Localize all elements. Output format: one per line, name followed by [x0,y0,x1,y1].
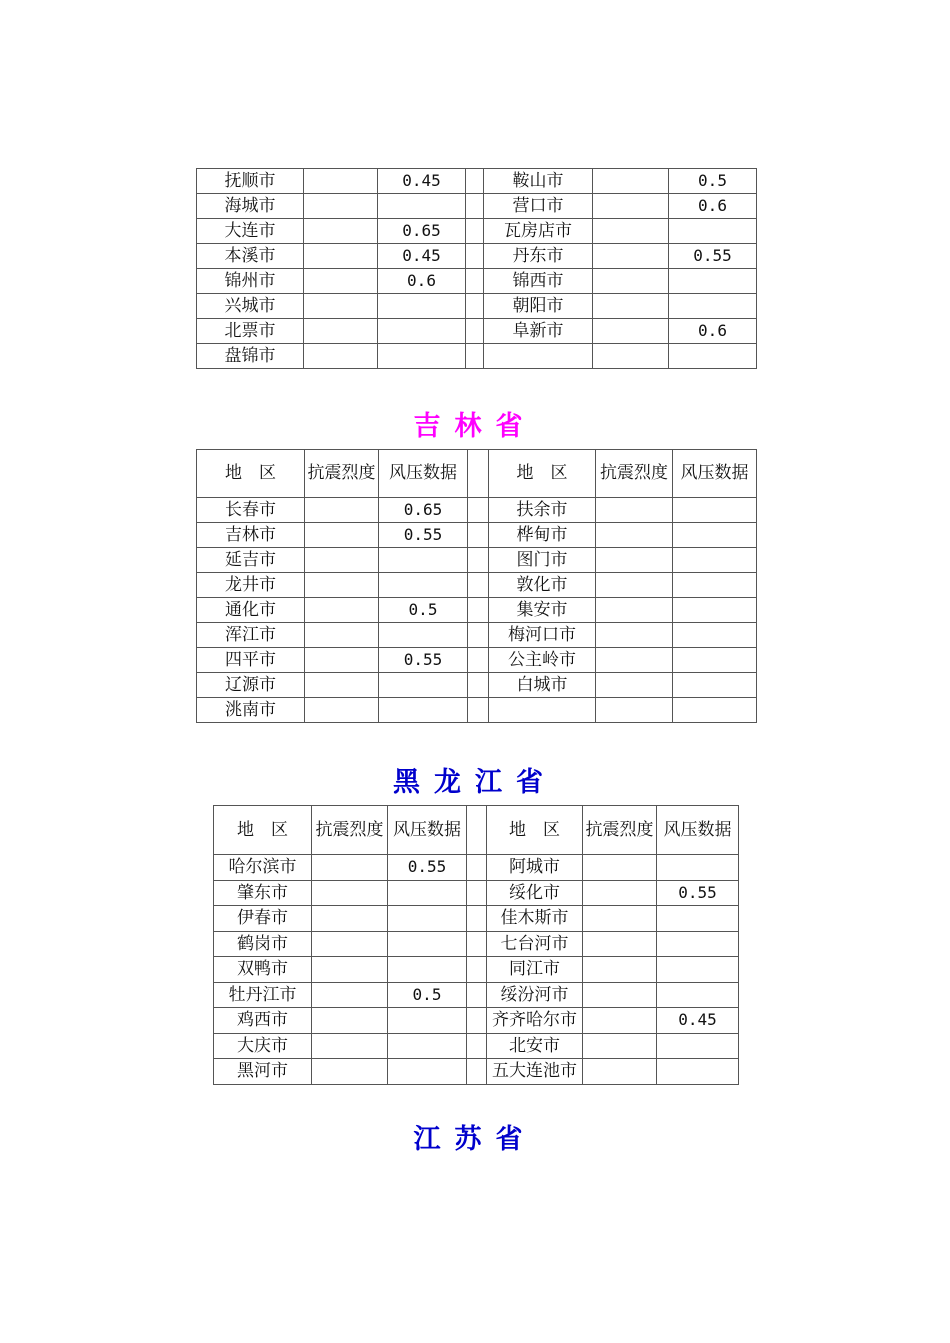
seismic-cell [596,598,673,623]
seismic-cell [593,219,669,244]
jilin-header-seismic2: 抗震烈度 [596,450,673,498]
wind-pressure-cell [378,294,466,319]
gap-cell [468,623,489,648]
wind-pressure-cell [379,698,468,723]
city-cell: 梅河口市 [489,623,596,648]
city-cell: 四平市 [197,648,305,673]
city-cell: 鸡西市 [214,1008,312,1034]
jilin-header-wind: 风压数据 [379,450,468,498]
gap-cell [466,344,484,369]
hlj-header-region: 地 区 [214,806,312,855]
city-cell: 黑河市 [214,1059,312,1085]
city-cell: 辽源市 [197,673,305,698]
hlj-header-wind2: 风压数据 [657,806,739,855]
seismic-cell [312,982,388,1008]
table-row [214,957,739,983]
wind-pressure-cell [673,673,757,698]
wind-pressure-cell [379,673,468,698]
wind-pressure-cell [388,880,467,906]
city-cell: 大庆市 [214,1033,312,1059]
gap-cell [467,1008,487,1034]
city-cell: 公主岭市 [489,648,596,673]
city-cell: 北票市 [197,319,304,344]
city-cell: 敦化市 [489,573,596,598]
hlj-header-seismic2: 抗震烈度 [583,806,657,855]
wind-pressure-cell [379,573,468,598]
wind-pressure-cell [673,598,757,623]
city-cell: 白城市 [489,673,596,698]
wind-pressure-cell: 0.55 [379,648,468,673]
city-cell: 阿城市 [487,855,583,881]
jiangsu-title: 江苏省 [413,1124,537,1155]
wind-pressure-cell [388,1008,467,1034]
wind-pressure-cell [388,906,467,932]
city-cell: 长春市 [197,498,305,523]
seismic-cell [583,1033,657,1059]
city-cell: 瓦房店市 [484,219,593,244]
gap-cell [468,598,489,623]
wind-pressure-cell [379,623,468,648]
gap-cell [468,523,489,548]
gap-cell [468,548,489,573]
wind-pressure-cell [388,931,467,957]
table-row [197,523,757,548]
city-cell: 通化市 [197,598,305,623]
wind-pressure-cell [657,982,739,1008]
seismic-cell [583,931,657,957]
gap-cell [468,673,489,698]
seismic-cell [312,880,388,906]
table-row [214,982,739,1008]
seismic-cell [312,906,388,932]
wind-pressure-cell: 0.5 [669,169,757,194]
wind-pressure-cell [673,523,757,548]
city-cell: 延吉市 [197,548,305,573]
wind-pressure-cell [388,1033,467,1059]
table-row [197,194,757,219]
seismic-cell [593,169,669,194]
city-cell: 绥化市 [487,880,583,906]
city-cell: 齐齐哈尔市 [487,1008,583,1034]
city-cell: 五大连池市 [487,1059,583,1085]
city-cell: 兴城市 [197,294,304,319]
table-row [197,648,757,673]
gap-cell [468,698,489,723]
table-row [197,269,757,294]
table-row [214,931,739,957]
table-row [197,573,757,598]
gap-cell [468,648,489,673]
seismic-cell [593,194,669,219]
seismic-cell [305,648,379,673]
table-row [197,698,757,723]
seismic-cell [596,648,673,673]
gap-cell [468,498,489,523]
seismic-cell [304,319,378,344]
wind-pressure-cell: 0.55 [657,880,739,906]
seismic-cell [305,673,379,698]
liaoning-body [197,169,757,369]
wind-pressure-cell [657,957,739,983]
city-cell: 伊春市 [214,906,312,932]
table-row [197,548,757,573]
seismic-cell [305,623,379,648]
gap-cell [467,880,487,906]
seismic-cell [593,319,669,344]
seismic-cell [312,957,388,983]
seismic-cell [312,855,388,881]
wind-pressure-cell [657,1033,739,1059]
jilin-header-seismic: 抗震烈度 [305,450,379,498]
hlj-header-region2: 地 区 [487,806,583,855]
hlj-header-seismic: 抗震烈度 [312,806,388,855]
wind-pressure-cell [673,573,757,598]
wind-pressure-cell [673,698,757,723]
table-row [214,1059,739,1085]
wind-pressure-cell [379,548,468,573]
seismic-cell [596,548,673,573]
jilin-title: 吉林省 [413,411,537,442]
city-cell: 绥汾河市 [487,982,583,1008]
wind-pressure-cell [673,623,757,648]
wind-pressure-cell: 0.45 [378,169,466,194]
wind-pressure-cell: 0.65 [378,219,466,244]
gap-cell [466,294,484,319]
seismic-cell [583,1059,657,1085]
seismic-cell [305,698,379,723]
wind-pressure-cell: 0.5 [388,982,467,1008]
table-row [197,319,757,344]
seismic-cell [593,269,669,294]
wind-pressure-cell [657,906,739,932]
jilin-header-region: 地 区 [197,450,305,498]
wind-pressure-cell [669,219,757,244]
seismic-cell [312,1033,388,1059]
city-cell: 哈尔滨市 [214,855,312,881]
seismic-cell [305,573,379,598]
wind-pressure-cell [388,957,467,983]
seismic-cell [583,982,657,1008]
city-cell [489,698,596,723]
wind-pressure-cell: 0.45 [657,1008,739,1034]
city-cell: 牡丹江市 [214,982,312,1008]
table-row [197,498,757,523]
seismic-cell [304,169,378,194]
wind-pressure-cell [388,1059,467,1085]
wind-pressure-cell: 0.6 [378,269,466,294]
seismic-cell [312,1059,388,1085]
seismic-cell [304,194,378,219]
seismic-cell [305,523,379,548]
wind-pressure-cell: 0.55 [669,244,757,269]
wind-pressure-cell [673,548,757,573]
wind-pressure-cell [669,294,757,319]
seismic-cell [593,244,669,269]
gap-cell [468,573,489,598]
seismic-cell [304,269,378,294]
seismic-cell [583,957,657,983]
gap-cell [466,269,484,294]
city-cell: 肇东市 [214,880,312,906]
jilin-body [197,498,757,723]
city-cell: 盘锦市 [197,344,304,369]
jilin-table [196,449,757,723]
seismic-cell [583,880,657,906]
seismic-cell [596,498,673,523]
gap-cell [467,1033,487,1059]
table-row [197,169,757,194]
heilongjiang-body [214,855,739,1085]
heilongjiang-title: 黑龙江省 [393,767,557,798]
gap-cell [467,906,487,932]
seismic-cell [596,573,673,598]
gap-cell [466,219,484,244]
gap-cell [467,855,487,881]
wind-pressure-cell [657,931,739,957]
seismic-cell [583,906,657,932]
wind-pressure-cell: 0.55 [379,523,468,548]
seismic-cell [304,244,378,269]
gap-cell [466,319,484,344]
wind-pressure-cell [378,194,466,219]
table-row [214,1033,739,1059]
city-cell: 图门市 [489,548,596,573]
wind-pressure-cell [669,344,757,369]
seismic-cell [312,1008,388,1034]
seismic-cell [304,219,378,244]
wind-pressure-cell: 0.55 [388,855,467,881]
seismic-cell [312,931,388,957]
table-row [197,598,757,623]
hlj-header-gap [467,806,487,855]
city-cell: 阜新市 [484,319,593,344]
wind-pressure-cell [673,498,757,523]
city-cell: 集安市 [489,598,596,623]
city-cell: 浑江市 [197,623,305,648]
table-row [197,623,757,648]
city-cell: 丹东市 [484,244,593,269]
jilin-header-wind2: 风压数据 [673,450,757,498]
jilin-header-gap [468,450,489,498]
seismic-cell [596,673,673,698]
table-row [214,880,739,906]
city-cell: 佳木斯市 [487,906,583,932]
city-cell: 抚顺市 [197,169,304,194]
gap-cell [467,931,487,957]
wind-pressure-cell [378,319,466,344]
gap-cell [466,244,484,269]
jilin-header-region2: 地 区 [489,450,596,498]
table-row [214,1008,739,1034]
city-cell: 海城市 [197,194,304,219]
seismic-cell [304,294,378,319]
city-cell: 鹤岗市 [214,931,312,957]
hlj-header-wind: 风压数据 [388,806,467,855]
city-cell: 锦州市 [197,269,304,294]
city-cell: 锦西市 [484,269,593,294]
city-cell: 北安市 [487,1033,583,1059]
wind-pressure-cell [669,269,757,294]
seismic-cell [583,1008,657,1034]
wind-pressure-cell [657,855,739,881]
seismic-cell [304,344,378,369]
heilongjiang-table [213,805,739,1085]
gap-cell [467,1059,487,1085]
wind-pressure-cell [673,648,757,673]
wind-pressure-cell: 0.6 [669,194,757,219]
wind-pressure-cell [657,1059,739,1085]
city-cell: 本溪市 [197,244,304,269]
gap-cell [466,194,484,219]
wind-pressure-cell: 0.45 [378,244,466,269]
seismic-cell [305,548,379,573]
seismic-cell [593,344,669,369]
seismic-cell [305,498,379,523]
table-row [197,673,757,698]
city-cell: 扶余市 [489,498,596,523]
seismic-cell [583,855,657,881]
city-cell: 双鸭市 [214,957,312,983]
seismic-cell [593,294,669,319]
city-cell: 鞍山市 [484,169,593,194]
city-cell [484,344,593,369]
seismic-cell [305,598,379,623]
city-cell: 龙井市 [197,573,305,598]
table-row [197,219,757,244]
gap-cell [467,982,487,1008]
liaoning-table [196,168,757,369]
city-cell: 七台河市 [487,931,583,957]
seismic-cell [596,698,673,723]
city-cell: 朝阳市 [484,294,593,319]
wind-pressure-cell: 0.65 [379,498,468,523]
gap-cell [467,957,487,983]
city-cell: 桦甸市 [489,523,596,548]
city-cell: 营口市 [484,194,593,219]
table-row [197,294,757,319]
wind-pressure-cell [378,344,466,369]
city-cell: 大连市 [197,219,304,244]
table-row [197,244,757,269]
table-row [214,855,739,881]
seismic-cell [596,623,673,648]
city-cell: 同江市 [487,957,583,983]
wind-pressure-cell: 0.6 [669,319,757,344]
city-cell: 吉林市 [197,523,305,548]
wind-pressure-cell: 0.5 [379,598,468,623]
seismic-cell [596,523,673,548]
table-row [214,906,739,932]
table-row [197,344,757,369]
gap-cell [466,169,484,194]
city-cell: 洮南市 [197,698,305,723]
